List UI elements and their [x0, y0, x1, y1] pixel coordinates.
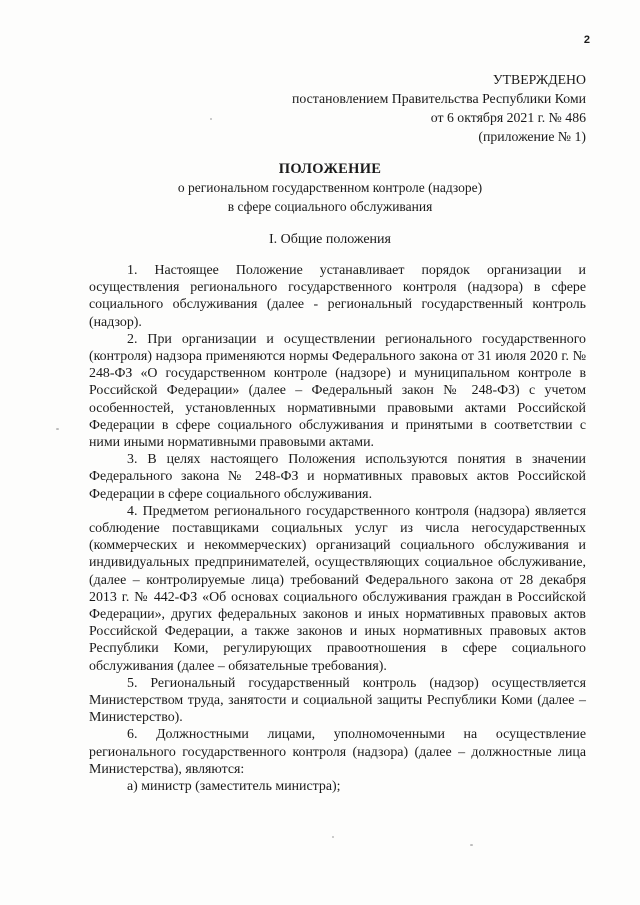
document-title: ПОЛОЖЕНИЕ	[278, 161, 382, 177]
document-subtitle-line-2: в сфере социального обслуживания	[227, 198, 433, 214]
paragraph-1: 1. Настоящее Положение устанавливает порядок организации и осуществления регионального государственного контроля (надзора) в сфере социального обслуживания (далее - региональный государственный контроль (надзор).	[89, 263, 586, 330]
section-heading: I. Общие положения	[269, 232, 391, 247]
paragraph-2: 2. При организации и осуществлении регионального государственного (контроля) надзора применяются нормы Федерального закона от 31 июля 2020 г. № 248-ФЗ «О государственном контроле (надзоре) и муниципальном контроле в Российской Федерации» (далее – Федеральный закон № 248-ФЗ) с учетом особенностей, установленных нормативными правовыми актами Российской Федерации в сфере социального обслуживания и принятыми в соответствии с ними иными нормативными правовыми актами.	[89, 331, 586, 451]
approval-line-approved: УТВЕРЖДЕНО	[492, 72, 586, 87]
scan-speck	[470, 844, 473, 846]
approval-line-decree: постановлением Правительства Республики Коми	[292, 91, 586, 106]
approval-line-date: от 6 октября 2021 г. № 486	[430, 110, 586, 125]
paragraph-7: а) министр (заместитель министра);	[127, 779, 341, 795]
document-body	[89, 262, 586, 795]
paragraph-5: 5. Региональный государственный контроль (надзор) осуществляется Министерством труда, занятости и социальной защиты Республики Коми (далее – Министерство).	[89, 675, 586, 726]
approval-line-appendix: (приложение № 1)	[478, 129, 586, 144]
document-subtitle-line-1: о региональном государственном контроле (надзоре)	[177, 180, 483, 195]
scan-speck	[210, 118, 212, 120]
paragraph-4: 4. Предметом регионального государственного контроля (надзора) является соблюдение поставщиками социальных услуг из числа негосударственных (коммерческих и некоммерческих) организаций социального обслуживания и индивидуальных предпринимателей, осуществляющих социальное обслуживание, (далее – контролируемые лица) требований Федерального закона от 28 декабря 2013 г. № 442-ФЗ «Об основах социального обслуживания граждан в Российской Федерации», других федеральных законов и иных нормативных правовых актов Российской Федерации, а также законов и иных нормативных правовых актов Республики Коми, регулирующих правоотношения в сфере социального обслуживания (далее – обязательные требования).	[89, 503, 586, 674]
scan-speck	[332, 836, 334, 838]
page-number: 2	[583, 34, 590, 46]
scan-speck	[56, 428, 59, 430]
paragraph-6: 6. Должностными лицами, уполномоченными на осуществление регионального государственного контроля (надзора) (далее – должностные лица Министерства), являются:	[89, 727, 586, 777]
document-title-block	[60, 160, 600, 216]
paragraph-3: 3. В целях настоящего Положения используются понятия в значении Федерального закона № 248-ФЗ и нормативных правовых актов Российской Федерации в сфере социального обслуживания.	[89, 452, 586, 502]
approval-stamp	[292, 70, 586, 146]
